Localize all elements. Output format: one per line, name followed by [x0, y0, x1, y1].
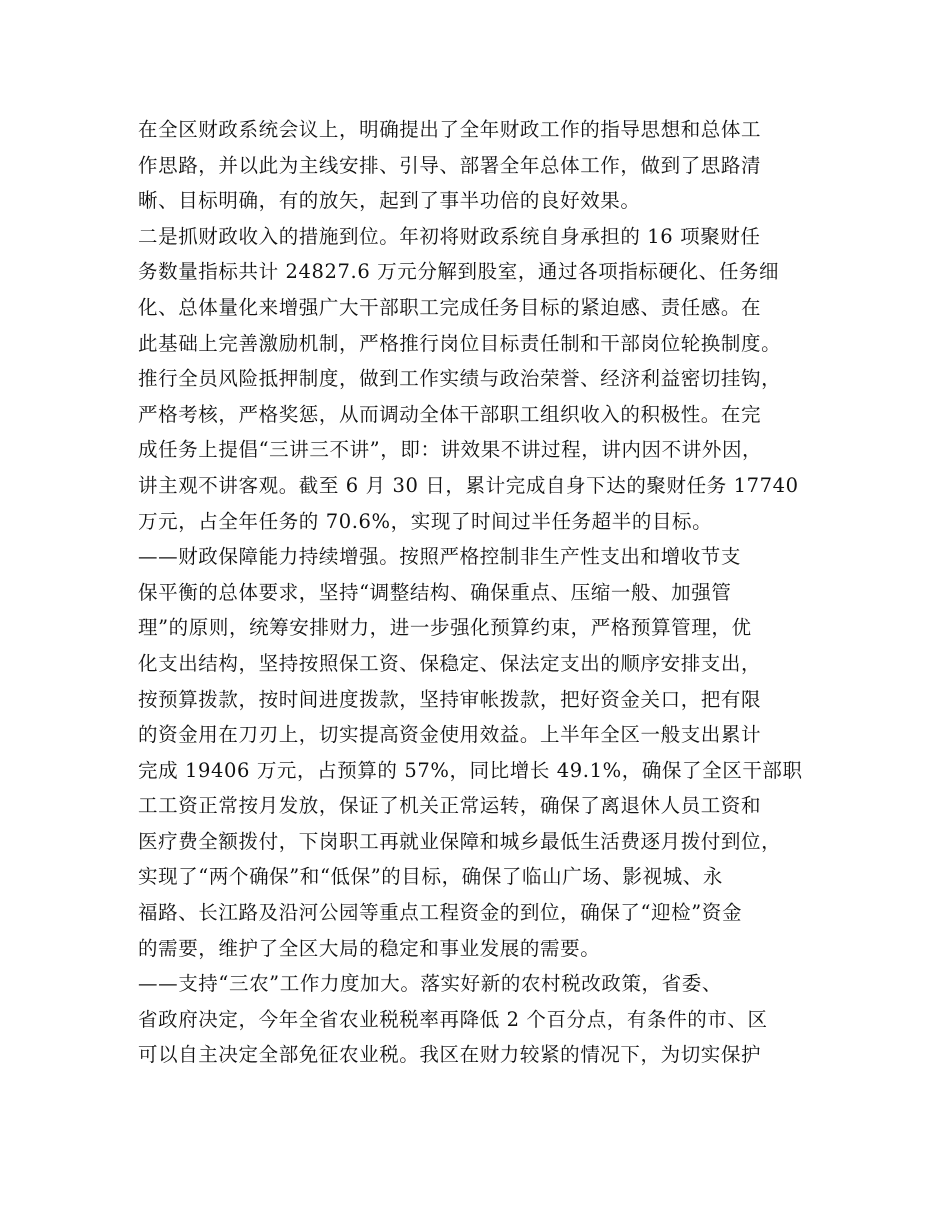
text-line: 福路、长江路及沿河公园等重点工程资金的到位，确保了“迎检”资金: [138, 901, 743, 925]
text-line: 工工资正常按月发放，保证了机关正常运转，确保了离退休人员工资和: [138, 794, 762, 818]
text-line: 省政府决定，今年全省农业税税率再降低 2 个百分点，有条件的市、区: [138, 1007, 768, 1031]
text-line: 完成 19406 万元，占预算的 57%，同比增长 49.1%，确保了全区干部职: [138, 758, 803, 782]
text-line: 化支出结构，坚持按照保工资、保稳定、保法定支出的顺序安排支出，: [138, 651, 762, 675]
text-line: 医疗费全额拨付，下岗职工再就业保障和城乡最低生活费逐月拨付到位，: [138, 829, 782, 853]
text-line: 实现了“两个确保”和“低保”的目标，确保了临山广场、影视城、永: [138, 865, 723, 889]
text-line: 化、总体量化来增强广大干部职工完成任务目标的紧迫感、责任感。在: [138, 295, 762, 319]
text-line: 讲主观不讲客观。截至 6 月 30 日，累计完成自身下达的聚财任务 17740: [138, 473, 799, 497]
text-line: 作思路，并以此为主线安排、引导、部署全年总体工作，做到了思路清: [138, 153, 762, 177]
text-line: 的需要，维护了全区大局的稳定和事业发展的需要。: [138, 936, 601, 960]
text-line: 可以自主决定全部免征农业税。我区在财力较紧的情况下，为切实保护: [138, 1043, 762, 1067]
text-line: 严格考核，严格奖惩，从而调动全体干部职工组织收入的积极性。在完: [138, 402, 762, 426]
text-line: 二是抓财政收入的措施到位。年初将财政系统自身承担的 16 项聚财任: [138, 224, 761, 248]
text-line: 理”的原则，统筹安排财力，进一步强化预算约束，严格预算管理，优: [138, 616, 752, 640]
text-line: ——支持“三农”工作力度加大。落实好新的农村税改政策，省委、: [138, 972, 722, 996]
text-line: 务数量指标共计 24827.6 万元分解到股室，通过各项指标硬化、任务细: [138, 260, 780, 284]
text-line: 成任务上提倡“三讲三不讲”，即：讲效果不讲过程，讲内因不讲外因，: [138, 438, 763, 462]
text-line: 按预算拨款，按时间进度拨款，坚持审帐拨款，把好资金关口，把有限: [138, 687, 762, 711]
text-line: 此基础上完善激励机制，严格推行岗位目标责任制和干部岗位轮换制度。: [138, 331, 782, 355]
text-line: 万元，占全年任务的 70.6%，实现了时间过半任务超半的目标。: [138, 509, 713, 533]
text-line: 的资金用在刀刃上，切实提高资金使用效益。上半年全区一般支出累计: [138, 723, 762, 747]
text-line: 晰、目标明确，有的放矢，起到了事半功倍的良好效果。: [138, 189, 641, 213]
text-line: 推行全员风险抵押制度，做到工作实绩与政治荣誉、经济利益密切挂钩，: [138, 367, 782, 391]
document-body: [138, 112, 838, 1073]
text-line: 保平衡的总体要求，坚持“调整结构、确保重点、压缩一般、加强管: [138, 580, 732, 604]
text-line: 在全区财政系统会议上，明确提出了全年财政工作的指导思想和总体工: [138, 118, 762, 141]
text-line: ——财政保障能力持续增强。按照严格控制非生产性支出和增收节支: [138, 545, 742, 569]
